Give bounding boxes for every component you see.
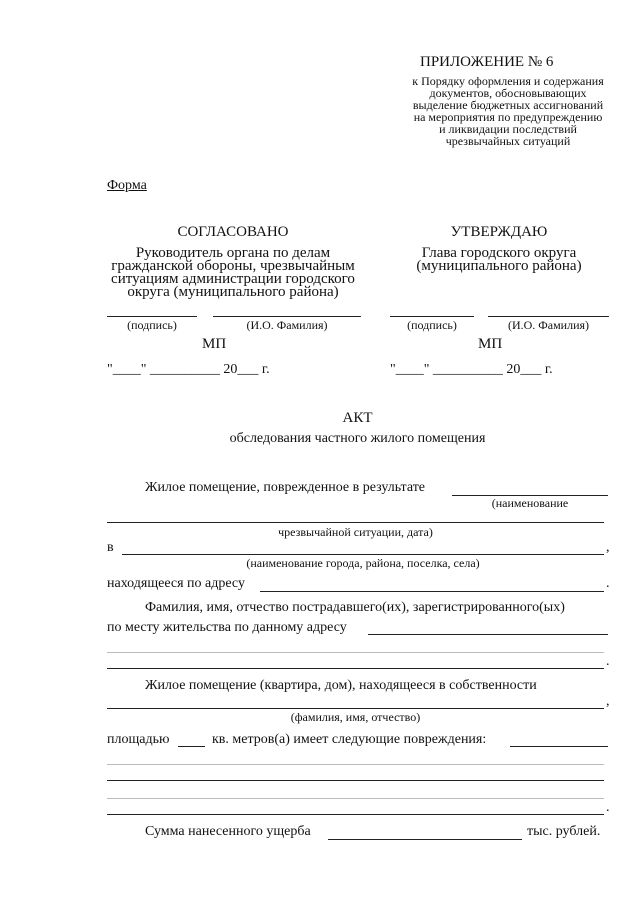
damage-sum-unit: тыс. рублей. [527, 824, 601, 839]
caption-fio: (фамилия, имя, отчество) [290, 710, 421, 724]
right-sign-caption: (подпись) [407, 318, 457, 332]
appendix-line: и ликвидации последствий [439, 122, 577, 136]
left-sign-caption: (подпись) [127, 318, 177, 332]
right-position-line: Глава городского округа [421, 245, 577, 261]
damage-desc-line[interactable] [107, 780, 604, 781]
damage-period: . [606, 800, 610, 815]
right-position-line: (муниципального района) [416, 258, 582, 274]
p1-text: Жилое помещение, поврежденное в результате [145, 480, 426, 495]
area-field[interactable] [178, 746, 205, 747]
city-comma: , [606, 540, 610, 555]
address-label: находящееся по адресу [107, 576, 245, 591]
right-signature-line[interactable] [390, 316, 474, 317]
left-position-line: ситуациям администрации городского [111, 271, 355, 287]
left-date-field[interactable]: "____" __________ 20___ г. [107, 362, 270, 377]
left-position [96, 247, 370, 299]
p3-text: Жилое помещение (квартира, дом), находящееся в собственности [145, 678, 537, 693]
left-stamp: МП [202, 336, 227, 352]
damage-desc-field[interactable] [510, 746, 608, 747]
left-name-caption: (И.О. Фамилия) [246, 318, 328, 332]
left-name-line[interactable] [213, 316, 361, 317]
act-title: АКТ [342, 410, 373, 426]
victim-name-field[interactable] [368, 634, 608, 635]
act-subtitle: обследования частного жилого помещения [229, 431, 486, 446]
form-label: Форма [107, 178, 147, 193]
v-prefix: в [107, 540, 114, 555]
emergency-date-field[interactable] [107, 522, 604, 523]
victim-period: . [606, 654, 610, 669]
left-signature-line[interactable] [107, 316, 197, 317]
caption-city: (наименование города, района, поселка, села) [246, 556, 480, 570]
damage-sum-label: Сумма нанесенного ущерба [145, 824, 311, 839]
left-heading: СОГЛАСОВАНО [177, 224, 289, 240]
appendix-line: чрезвычайных ситуаций [445, 134, 571, 148]
right-heading: УТВЕРЖДАЮ [450, 224, 548, 240]
left-position-line: гражданской обороны, чрезвычайным [111, 258, 355, 274]
left-position-line: округа (муниципального района) [127, 284, 339, 300]
area-prefix: площадью [107, 732, 170, 747]
p2-line1: Фамилия, имя, отчество пострадавшего(их), зарегистрированного(ых) [145, 600, 565, 615]
area-suffix: кв. метров(а) имеет следующие повреждения: [212, 732, 487, 747]
caption-emergency: чрезвычайной ситуации, дата) [278, 525, 433, 539]
address-period: . [606, 576, 610, 591]
appendix-line: документов, обосновывающих [429, 86, 587, 100]
right-name-line[interactable] [488, 316, 609, 317]
appendix-line: на мероприятия по предупреждению [413, 110, 603, 124]
right-position [388, 247, 610, 273]
owner-name-field[interactable] [107, 708, 604, 709]
appendix-line: к Порядку оформления и содержания [412, 74, 604, 88]
victim-name-line[interactable] [107, 668, 604, 669]
right-name-caption: (И.О. Фамилия) [507, 318, 590, 332]
damage-desc-line[interactable] [107, 798, 604, 799]
victim-name-line[interactable] [107, 652, 604, 653]
left-position-line: Руководитель органа по делам [135, 245, 331, 261]
caption-naimenovanie: (наименование [491, 496, 569, 510]
right-date-field[interactable]: "____" __________ 20___ г. [390, 362, 553, 377]
appendix-line: выделение бюджетных ассигнований [412, 98, 604, 112]
p2-line2: по месту жительства по данному адресу [107, 620, 347, 635]
appendix-text [380, 75, 636, 147]
damage-sum-field[interactable] [328, 839, 522, 840]
damage-desc-line[interactable] [107, 814, 604, 815]
address-field[interactable] [260, 591, 604, 592]
city-field[interactable] [122, 554, 604, 555]
owner-comma: , [606, 694, 610, 709]
appendix-title: ПРИЛОЖЕНИЕ № 6 [420, 54, 554, 70]
right-stamp: МП [478, 336, 503, 352]
damage-desc-line[interactable] [107, 764, 604, 765]
